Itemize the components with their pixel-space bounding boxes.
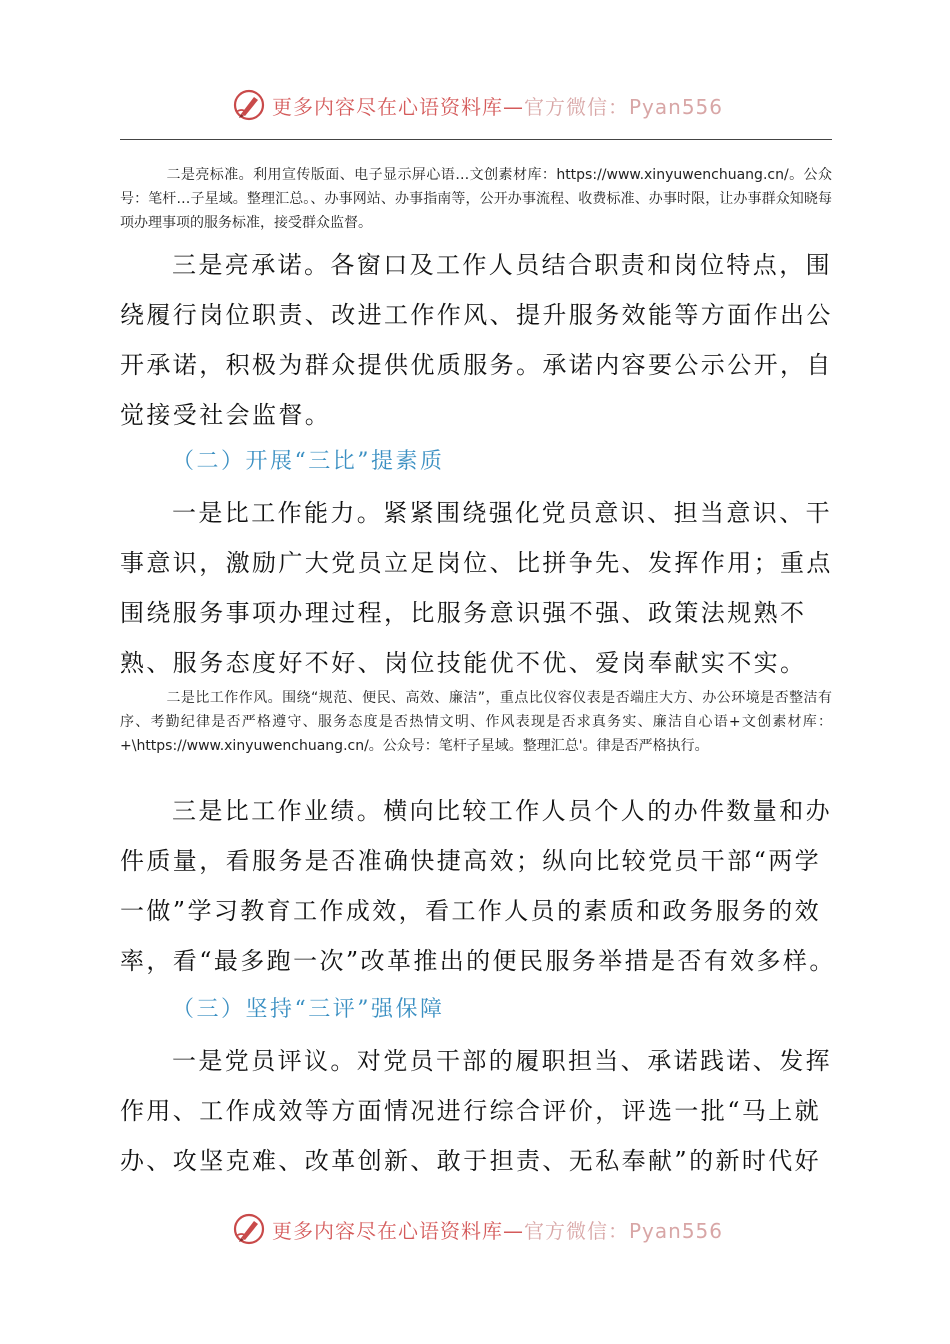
header-divider: [120, 139, 832, 140]
paragraph-2: 三是亮承诺。各窗口及工作人员结合职责和岗位特点，围绕履行岗位职责、改进工作作风、提升服务效能等方面作出公开承诺，积极为群众提供优质服务。承诺内容要公示公开，自觉接受社会监督。: [120, 251, 833, 429]
pen-logo-icon: [232, 88, 266, 122]
paragraph-small-1: 二是亮标准。利用宣传版面、电子显示屏心语…文创素材库：https://www.xinyuwenchuang.cn/。公众号：笔杆…子星域。整理汇总。、办事网站、办事指南等，公开办事流程、收费标准、办事时限，让办事群众知晓每项办理事项的服务标准，接受群众监督。: [120, 167, 832, 231]
footer-banner: [0, 1206, 950, 1254]
banner-title: 更多内容尽在心语资料库—官方微信：Pyan556: [272, 94, 724, 119]
section-heading-2: （二）开展“三比”提素质: [172, 449, 445, 474]
paragraph-6: 一是党员评议。对党员干部的履职担当、承诺践诺、发挥作用、工作成效等方面情况进行综合评价，评选一批“马上就办、攻坚克难、改革创新、敢于担责、无私奉献”的新时代好: [120, 1047, 832, 1175]
paragraph-5: 三是比工作业绩。横向比较工作人员个人的办件数量和办件质量，看服务是否准确快捷高效；纵向比较党员干部“两学一做”学习教育工作成效，看工作人员的素质和政务服务的效率，看“最多跑一次”改革推出的便民服务举措是否有效多样。: [120, 797, 836, 975]
section-heading-3: （三）坚持“三评”强保障: [172, 997, 445, 1022]
paragraph-small-4: 二是比工作作风。围绕“规范、便民、高效、廉洁”，重点比仪容仪表是否端庄大方、办公环境是否整洁有序、考勤纪律是否严格遵守、服务态度是否热情文明、作风表现是否求真务实、廉洁自心语+文创素材库：+\https://www.xinyuwenchuang.cn/。公众号：笔杆子星域。整理汇总'。律是否严格执行。: [120, 690, 832, 754]
paragraph-3: 一是比工作能力。紧紧围绕强化党员意识、担当意识、干事意识，激励广大党员立足岗位、比拼争先、发挥作用；重点围绕服务事项办理过程，比服务意识强不强、政策法规熟不熟、服务态度好不好、岗位技能优不优、爱岗奉献实不实。: [120, 499, 833, 677]
footer-banner-title: 更多内容尽在心语资料库—官方微信：Pyan556: [272, 1218, 724, 1243]
pen-logo-icon: [232, 1212, 266, 1246]
header-banner: [0, 82, 950, 130]
